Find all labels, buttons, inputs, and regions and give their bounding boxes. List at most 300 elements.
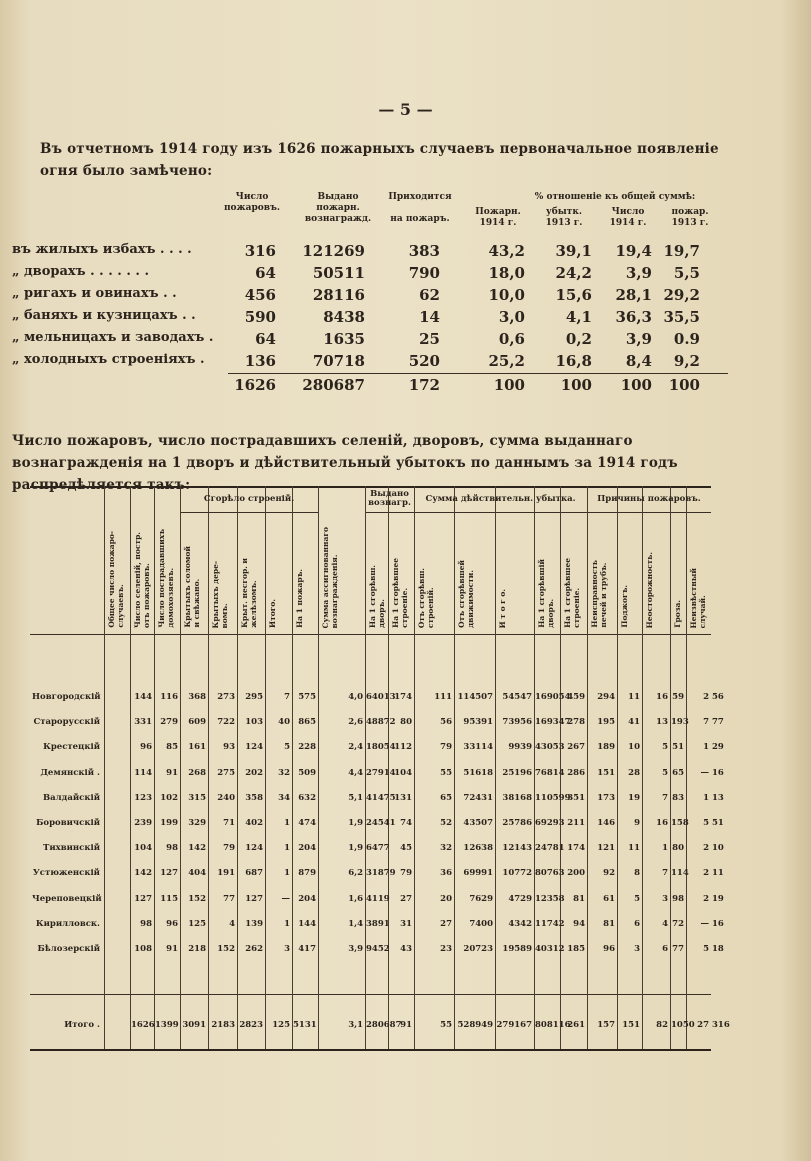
table-cell: 23: [440, 944, 452, 954]
table-cell: 27914: [366, 767, 396, 778]
row-label: „ мельницахъ и заводахъ .: [12, 330, 214, 345]
table-cell: —: [281, 893, 290, 904]
column-header-text: Отъ сгорѣвшей движимости.: [457, 560, 475, 628]
table-cell: 32: [440, 843, 452, 854]
table-cell: 632: [298, 792, 316, 803]
table-cell: 146: [597, 818, 615, 828]
column-header-text: Число селеній, постр. отъ пожаровъ.: [133, 532, 151, 628]
table-cell: 193: [671, 717, 689, 728]
table-cell: 45: [400, 843, 412, 854]
table-cell: 268: [188, 767, 206, 778]
table-cell: 19: [712, 893, 724, 904]
table-cell: 79: [223, 843, 235, 854]
table-cell: 185: [567, 944, 585, 954]
table-cell: 139: [245, 918, 263, 929]
table-cell: 33114: [463, 742, 493, 753]
column-header: [454, 516, 495, 628]
table-cell: 6: [634, 918, 640, 929]
table-cell: 116: [160, 692, 178, 702]
table-cell: 72431: [463, 792, 493, 803]
cell-c: 8,4: [625, 352, 652, 370]
table-cell: 204: [298, 843, 316, 854]
cell-a: 0,6: [498, 330, 525, 348]
cell-count: 64: [255, 330, 276, 348]
district-name: Бѣлозерскій: [37, 944, 100, 954]
cell-paid: 8438: [323, 308, 365, 326]
column-header-text: На 1 сгорѣвш. дворъ.: [368, 565, 386, 628]
table-cell: 96: [603, 944, 615, 954]
table-cell: 114: [671, 868, 689, 879]
table-cell: 77: [712, 717, 724, 728]
table-cell: 31879: [366, 868, 396, 879]
table-cell: 114: [134, 767, 152, 778]
table-cell: 11742: [535, 918, 565, 929]
district-statistics-table: [30, 486, 730, 1050]
table-cell: 102: [160, 792, 178, 803]
header-bottom-rule: [30, 634, 711, 635]
table-cell: 94: [573, 918, 585, 929]
header-fires-1914: Пожарн. 1914 г.: [475, 207, 521, 228]
table-cell: 16: [656, 692, 668, 702]
table-cell: 142: [188, 843, 206, 854]
total-rule: [30, 994, 711, 995]
district-name: Валдайскій: [42, 792, 100, 803]
table-cell: 1: [703, 792, 709, 803]
table-cell: 368: [188, 692, 206, 702]
table-cell: 4,4: [348, 767, 363, 778]
table-cell: 115: [160, 893, 178, 904]
table-row: [0, 330, 811, 352]
table-cell: 85: [166, 742, 178, 753]
table-cell: 13: [656, 717, 668, 728]
table-cell: 173: [597, 792, 615, 803]
table-cell: 169054: [535, 692, 571, 702]
table-cell: 80: [400, 717, 412, 728]
cell-count: 456: [244, 286, 276, 304]
table-cell: 278: [567, 717, 585, 728]
table-cell: 273: [217, 692, 235, 702]
table-cell: 262: [245, 944, 263, 954]
table-cell: 83: [672, 792, 684, 803]
column-header: [642, 516, 670, 628]
table-cell: 48872: [366, 717, 396, 728]
table-row: [0, 264, 811, 286]
column-header-text: Итого.: [268, 599, 277, 628]
table-cell: 43: [400, 944, 412, 954]
table-cell: 12358: [535, 893, 565, 904]
table-cell: 4: [229, 918, 235, 929]
table-cell: 7: [662, 868, 668, 879]
cell-per_fire: 520: [408, 352, 440, 370]
table-cell: 16: [712, 918, 724, 929]
table-cell: 157: [597, 1020, 615, 1030]
table-top-rule: [30, 486, 711, 488]
table-cell: 211: [567, 818, 585, 828]
column-header-text: Число пострадавшихъ домохозяевъ.: [157, 529, 175, 628]
table-cell: 69293: [535, 818, 565, 828]
table-cell: 9: [634, 818, 640, 828]
cell-per_fire: 383: [408, 242, 440, 260]
table-cell: 144: [134, 692, 152, 702]
header-paid: Выдано пожарн. вознагражд.: [304, 192, 372, 224]
table-cell: 31: [400, 918, 412, 929]
table-cell: 10772: [502, 868, 532, 879]
table-cell: 73956: [502, 717, 532, 728]
table-cell: 20: [440, 893, 452, 904]
table-cell: 1: [284, 868, 290, 879]
table-cell: 417: [298, 944, 316, 954]
table-cell: 32: [278, 767, 290, 778]
table-cell: 3,9: [348, 944, 363, 954]
table-cell: 11: [712, 868, 724, 879]
column-header-text: Гроза.: [673, 600, 682, 628]
table-cell: 275: [217, 767, 235, 778]
table-cell: 125: [188, 918, 206, 929]
cell-a: 25,2: [488, 352, 525, 370]
table-cell: 20723: [463, 944, 493, 954]
table-cell: 127: [245, 893, 263, 904]
total-row: [0, 376, 811, 398]
cell-paid: 70718: [312, 352, 365, 370]
table-cell: 2: [703, 893, 709, 904]
table-cell: 93: [223, 742, 235, 753]
table-cell: 18: [712, 944, 724, 954]
row-label: „ ригахъ и овинахъ . .: [12, 286, 177, 301]
table-cell: 96: [140, 742, 152, 753]
table-cell: 687: [245, 868, 263, 879]
table-cell: 19589: [502, 944, 532, 954]
table-cell: 10: [712, 843, 724, 854]
cell-per_fire: 62: [419, 286, 440, 304]
table-cell: 2823: [239, 1020, 263, 1030]
table-cell: 11: [628, 843, 640, 854]
table-cell: 5,1: [348, 792, 363, 803]
cell-d: 35,5: [663, 308, 700, 326]
table-cell: 65: [440, 792, 452, 803]
table-cell: 5: [703, 818, 709, 828]
table-cell: 43507: [463, 818, 493, 828]
table-cell: 98: [166, 843, 178, 854]
table-cell: 3: [284, 944, 290, 954]
table-cell: 4729: [508, 893, 532, 904]
table-cell: 125: [272, 1020, 290, 1030]
total-d: 100: [668, 376, 700, 394]
cell-count: 316: [244, 242, 276, 260]
table-cell: 91: [166, 767, 178, 778]
table-cell: 2: [703, 692, 709, 702]
total-a: 100: [493, 376, 525, 394]
column-header: [495, 516, 534, 628]
table-cell: 5: [662, 742, 668, 753]
table-cell: 79: [440, 742, 452, 753]
table-cell: 202: [245, 767, 263, 778]
district-name: Боровичскій: [36, 818, 100, 828]
table-cell: 96: [166, 918, 178, 929]
table-cell: 104: [394, 767, 412, 778]
table-cell: 80: [672, 843, 684, 854]
table-cell: 218: [188, 944, 206, 954]
table-cell: 161: [188, 742, 206, 753]
column-header-text: Крыт. несгор. и желѣзомъ.: [240, 558, 258, 628]
table-cell: 1,9: [348, 818, 363, 828]
total-paid: 280687: [302, 376, 365, 394]
table-cell: 195: [597, 717, 615, 728]
table-cell: 295: [245, 692, 263, 702]
cell-a: 43,2: [488, 242, 525, 260]
table-cell: 280687: [366, 1020, 402, 1030]
column-header: [208, 516, 237, 628]
cell-c: 28,1: [615, 286, 652, 304]
total-count: 1626: [234, 376, 276, 394]
district-name: Новгородскій: [32, 692, 101, 702]
table-cell: 331: [134, 717, 152, 728]
table-cell: 12638: [463, 843, 493, 854]
table-cell: 29: [712, 742, 724, 753]
column-header-text: Общее число пожаро- случаевъ.: [107, 531, 125, 628]
total-label: Итого .: [64, 1020, 100, 1030]
table-cell: 358: [245, 792, 263, 803]
table-cell: 16: [712, 767, 724, 778]
header-loss-1913: убытк. 1913 г.: [545, 207, 583, 228]
district-name: Тихвинскій: [43, 843, 100, 854]
table-cell: 59: [672, 692, 684, 702]
cell-c: 3,9: [625, 330, 652, 348]
table-cell: 25196: [502, 767, 532, 778]
table-cell: 329: [188, 818, 206, 828]
column-header-text: Неисправность печей и трубъ.: [590, 560, 608, 628]
table-cell: 56: [712, 692, 724, 702]
table-cell: 55: [440, 767, 452, 778]
table-row: [0, 352, 811, 374]
table-cell: 8: [634, 868, 640, 879]
table-cell: 528949: [457, 1020, 493, 1030]
district-name: Демянскій .: [40, 767, 100, 778]
column-header-text: На 1 сгорѣвшее строеніе.: [563, 558, 581, 628]
table-cell: 104: [134, 843, 152, 854]
table-cell: 3091: [182, 1020, 206, 1030]
cell-count: 590: [244, 308, 276, 326]
cell-c: 36,3: [615, 308, 652, 326]
table-cell: 1,4: [348, 918, 363, 929]
table-cell: 722: [217, 717, 235, 728]
table-cell: 24541: [366, 818, 396, 828]
table-cell: 51618: [463, 767, 493, 778]
table-cell: 5: [703, 944, 709, 954]
cell-d: 19,7: [663, 242, 700, 260]
table-cell: 228: [298, 742, 316, 753]
table-cell: 81: [573, 893, 585, 904]
column-header-text: Крытыхъ дере- вомъ.: [211, 560, 229, 628]
table-cell: 286: [567, 767, 585, 778]
table-cell: 315: [188, 792, 206, 803]
cell-b: 16,8: [555, 352, 592, 370]
table-cell: 5: [662, 767, 668, 778]
table-cell: 4342: [508, 918, 532, 929]
header-count: Число пожаровъ.: [223, 192, 281, 213]
table-cell: 1399: [155, 1020, 179, 1030]
table-cell: 108: [134, 944, 152, 954]
table-cell: 72: [672, 918, 684, 929]
column-header: [388, 516, 414, 628]
table-cell: 808116: [535, 1020, 571, 1030]
cell-a: 3,0: [498, 308, 525, 326]
table-cell: 36: [440, 868, 452, 879]
table-cell: 25786: [502, 818, 532, 828]
table-cell: 459: [567, 692, 585, 702]
column-header: [617, 516, 642, 628]
row-label: „ холодныхъ строеніяхъ .: [12, 352, 205, 367]
column-header: [265, 516, 292, 628]
table-cell: 27: [697, 1020, 709, 1030]
table-divider: [228, 373, 728, 374]
district-name: Старорусскій: [33, 717, 100, 728]
table-cell: 110599: [535, 792, 571, 803]
table-cell: 98: [140, 918, 152, 929]
table-cell: 575: [298, 692, 316, 702]
table-cell: 1: [284, 818, 290, 828]
table-cell: 9939: [508, 742, 532, 753]
table-cell: 261: [567, 1020, 585, 1030]
table-cell: 38168: [502, 792, 532, 803]
table-cell: 65: [672, 767, 684, 778]
table-cell: 404: [188, 868, 206, 879]
district-name: Устюженскій: [32, 868, 100, 879]
table-cell: 51: [712, 818, 724, 828]
column-header: [587, 516, 617, 628]
row-label: въ жилыхъ избахъ . . . .: [12, 242, 192, 257]
column-header-text: Неосторожность.: [645, 551, 654, 628]
table-cell: 64013: [366, 692, 396, 702]
row-label: „ баняхъ и кузницахъ . .: [12, 308, 196, 323]
table-cell: 267: [567, 742, 585, 753]
cell-per_fire: 14: [419, 308, 440, 326]
column-header: [292, 516, 318, 628]
table-cell: 5131: [293, 1020, 317, 1030]
group-header-burned: Сгорѣло строеній.: [203, 494, 295, 504]
row-label: „ дворахъ . . . . . . .: [12, 264, 149, 279]
column-header: [104, 492, 130, 628]
group-header-paid: Выдано вознагр.: [368, 489, 411, 508]
table-cell: 18054: [366, 742, 396, 753]
table-cell: 7629: [469, 893, 493, 904]
table-cell: 41475: [366, 792, 396, 803]
table-cell: 7: [703, 717, 709, 728]
table-cell: 51: [672, 742, 684, 753]
table-cell: 199: [160, 818, 178, 828]
column-header: [414, 516, 454, 628]
total-per_fire: 172: [408, 376, 440, 394]
table-cell: 76814: [535, 767, 565, 778]
cell-paid: 28116: [312, 286, 365, 304]
table-cell: 204: [298, 893, 316, 904]
header-fires-1913: пожар. 1913 г.: [671, 207, 709, 228]
cell-c: 3,9: [625, 264, 652, 282]
table-cell: 1,9: [348, 843, 363, 854]
table-cell: 294: [597, 692, 615, 702]
table-cell: 200: [567, 868, 585, 879]
district-name: Кирилловск.: [35, 918, 100, 929]
table-cell: 152: [217, 944, 235, 954]
table-cell: 69991: [463, 868, 493, 879]
column-header-text: На 1 сгорѣвшее строеніе.: [391, 558, 409, 628]
table-row: [0, 242, 811, 264]
column-header: [237, 516, 265, 628]
table-cell: 34: [278, 792, 290, 803]
table-cell: 40312: [535, 944, 565, 954]
table-cell: 123: [134, 792, 152, 803]
table-cell: 28: [628, 767, 640, 778]
cell-count: 136: [244, 352, 276, 370]
table-cell: 19: [628, 792, 640, 803]
cell-d: 0.9: [673, 330, 700, 348]
column-header-text: Неизвѣстный случай.: [689, 567, 707, 628]
table-cell: 189: [597, 742, 615, 753]
table-cell: 103: [245, 717, 263, 728]
table-cell: 92: [603, 868, 615, 879]
table-cell: 158: [671, 818, 689, 828]
table-cell: 2: [703, 868, 709, 879]
table-cell: 609: [188, 717, 206, 728]
table-cell: 5: [634, 893, 640, 904]
table-cell: 10: [628, 742, 640, 753]
table-cell: 191: [217, 868, 235, 879]
table-cell: 98: [672, 893, 684, 904]
table-cell: —: [700, 767, 709, 778]
table-cell: 7: [662, 792, 668, 803]
table-cell: 865: [298, 717, 316, 728]
table-cell: 2,6: [348, 717, 363, 728]
table-cell: 80763: [535, 868, 565, 879]
cell-per_fire: 790: [408, 264, 440, 282]
table-cell: 13: [712, 792, 724, 803]
column-header: [365, 516, 388, 628]
table-cell: 1: [284, 843, 290, 854]
column-header: [130, 492, 154, 628]
cell-d: 29,2: [663, 286, 700, 304]
table-cell: 131: [394, 792, 412, 803]
cell-b: 0,2: [565, 330, 592, 348]
table-cell: 142: [134, 868, 152, 879]
table-cell: 2: [703, 843, 709, 854]
table-cell: 3,1: [348, 1020, 363, 1030]
table-cell: 239: [134, 818, 152, 828]
cell-paid: 121269: [302, 242, 365, 260]
cell-a: 10,0: [488, 286, 525, 304]
table-row: [0, 308, 811, 330]
district-name: Череповецкій: [32, 893, 102, 904]
table-cell: 2,4: [348, 742, 363, 753]
column-header: [534, 516, 560, 628]
table-cell: 1: [703, 742, 709, 753]
table-cell: 77: [223, 893, 235, 904]
second-paragraph: Число пожаровъ, число пострадавшихъ селеній, дворовъ, сумма выданнаго вознагражденія на 1 дворъ и дѣйствительный убытокъ по даннымъ за 1914 годъ распредѣляется такъ:: [12, 433, 678, 493]
table-cell: 1,6: [348, 893, 363, 904]
cell-paid: 1635: [323, 330, 365, 348]
table-cell: 6: [662, 944, 668, 954]
cell-c: 19,4: [615, 242, 652, 260]
table-cell: 1050: [671, 1020, 695, 1030]
table-cell: 3891: [366, 918, 390, 929]
column-header: [154, 492, 180, 628]
table-cell: 240: [217, 792, 235, 803]
table-cell: 91: [400, 1020, 412, 1030]
table-cell: 11: [628, 692, 640, 702]
header-count-1914: Число 1914 г.: [609, 207, 647, 228]
column-header: [318, 516, 365, 628]
table-cell: 12143: [502, 843, 532, 854]
table-row: [0, 286, 811, 308]
cell-d: 5,5: [673, 264, 700, 282]
